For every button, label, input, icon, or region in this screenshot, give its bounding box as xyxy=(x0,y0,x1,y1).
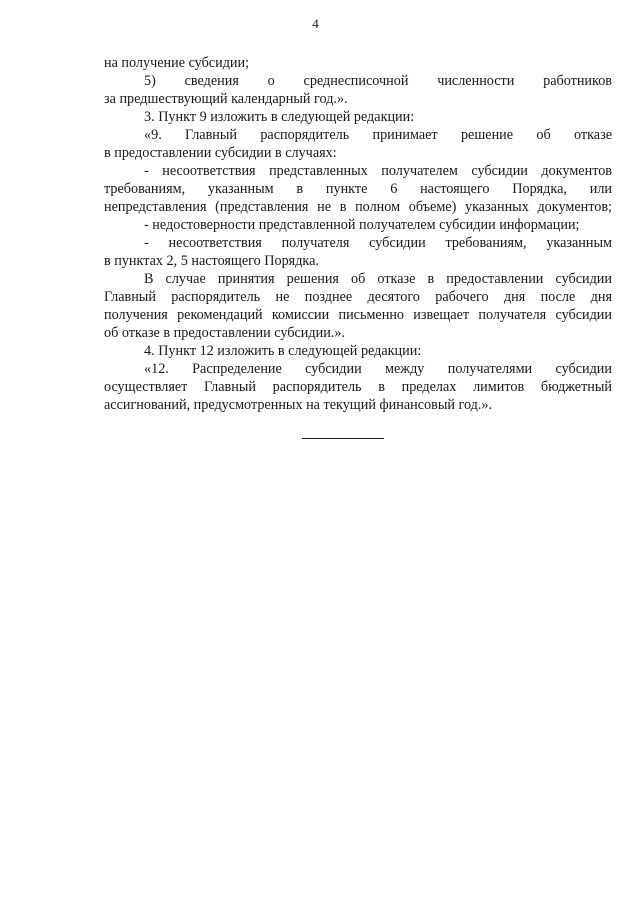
document-body xyxy=(104,54,612,414)
text-line: Главный распорядитель не позднее десятого рабочего дня после дня xyxy=(104,289,612,305)
text-line: на получение субсидии; xyxy=(104,55,250,71)
end-divider xyxy=(302,438,384,439)
section-heading: 4. Пункт 12 изложить в следующей редакции: xyxy=(144,343,422,359)
text-line: В случае принятия решения об отказе в предоставлении субсидии xyxy=(144,271,612,287)
text-line: за предшествующий календарный год.». xyxy=(104,91,348,107)
section-heading: 3. Пункт 9 изложить в следующей редакции: xyxy=(144,109,415,125)
text-line: непредставления (представления не в полном объеме) указанных документов; xyxy=(104,199,612,215)
list-item: - несоответствия получателя субсидии требованиям, указанным xyxy=(144,235,612,251)
text-line: 5) сведения о среднесписочной численности работников xyxy=(144,73,612,89)
text-line: «9. Главный распорядитель принимает решение об отказе xyxy=(144,127,612,143)
text-line: осуществляет Главный распорядитель в пределах лимитов бюджетный xyxy=(104,379,612,395)
text-line: требованиям, указанным в пункте 6 настоящего Порядка, или xyxy=(104,181,612,197)
text-line: об отказе в предоставлении субсидии.». xyxy=(104,325,345,341)
text-line: «12. Распределение субсидии между получателями субсидии xyxy=(144,361,612,377)
list-item: - несоответствия представленных получателем субсидии документов xyxy=(144,163,612,179)
text-line: в пунктах 2, 5 настоящего Порядка. xyxy=(104,253,319,269)
page-number: 4 xyxy=(312,16,319,31)
text-line: в предоставлении субсидии в случаях: xyxy=(104,145,337,161)
list-item: - недостоверности представленной получателем субсидии информации; xyxy=(144,217,580,233)
text-line: получения рекомендаций комиссии письменно извещает получателя субсидии xyxy=(104,307,612,323)
text-line: ассигнований, предусмотренных на текущий финансовый год.». xyxy=(104,397,493,413)
